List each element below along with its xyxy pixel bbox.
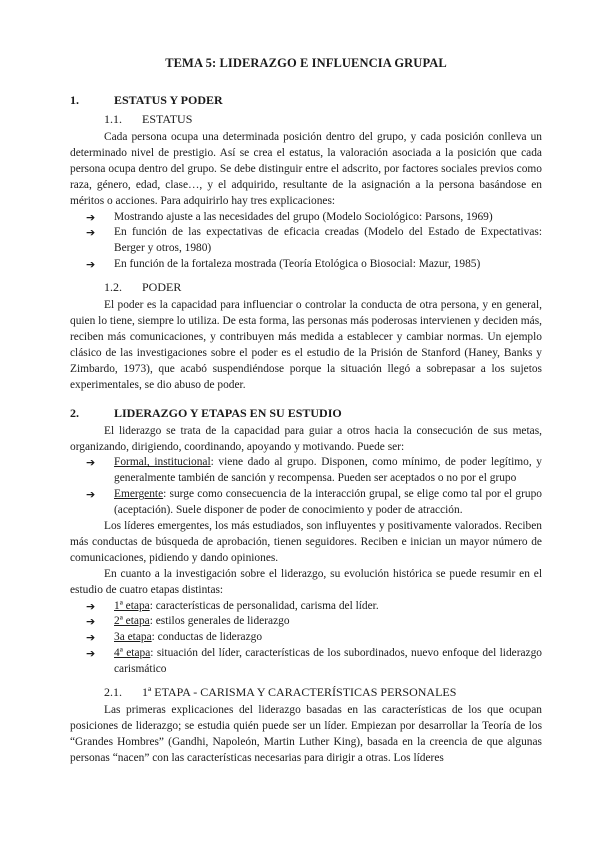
liderazgo-intro-paragraph: El liderazgo se trata de la capacidad para guiar a otros hacia la consecución de sus metas, organizando, dirigiendo, coordinando, apoyando y motivando. Puede ser: bbox=[70, 424, 542, 453]
list-item-text: En función de las expectativas de eficacia creadas (Modelo del Estado de Expectativas: Berger y otros, 1980) bbox=[114, 226, 542, 255]
document-page bbox=[70, 56, 542, 767]
subsection-1-1-heading bbox=[104, 111, 542, 127]
section-number: 1. bbox=[70, 93, 79, 107]
estatus-paragraph: Cada persona ocupa una determinada posición dentro del grupo, y cada posición conlleva un determinado nivel de prestigio. Así se crea el estatus, la valoración asociada a la posición que cada persona ocupa dentro del grupo. Se debe distinguir entre el adscrito, por factores sociales previos como raza, género, edad, clase…, y el adquirido, resultante de la asignación a la persona basándose en méritos o acciones. Para adquirirlo hay tres explicaciones: bbox=[70, 131, 542, 207]
section-number: 2. bbox=[70, 405, 79, 420]
research-paragraph: En cuanto a la investigación sobre el liderazgo, su evolución histórica se puede resumir en el estudio de cuatro etapas distintas: bbox=[70, 567, 542, 596]
subsection-1-2-heading bbox=[104, 279, 542, 295]
arrow-bullet-icon: ➔ bbox=[86, 631, 96, 645]
subsection-title: ESTATUS bbox=[142, 112, 193, 126]
list-item bbox=[70, 646, 542, 678]
term: Formal, institucional bbox=[114, 456, 211, 469]
subsection-title: 1ª ETAPA - CARISMA Y CARACTERÍSTICAS PERSONALES bbox=[142, 685, 457, 700]
term: 4ª etapa bbox=[114, 647, 151, 660]
list-item-text: : conductas de liderazgo bbox=[151, 631, 263, 644]
term: Emergente bbox=[114, 488, 164, 501]
list-item-text: Mostrando ajuste a las necesidades del grupo (Modelo Sociológico: Parsons, 1969) bbox=[114, 210, 493, 223]
term: 2ª etapa bbox=[114, 615, 150, 628]
list-item-text: En función de la fortaleza mostrada (Teoría Etológica o Biosocial: Mazur, 1985) bbox=[114, 258, 481, 271]
list-item bbox=[70, 225, 542, 257]
arrow-bullet-icon: ➔ bbox=[86, 488, 96, 502]
subsection-number: 1.1. bbox=[104, 112, 122, 126]
term: 3a etapa bbox=[114, 631, 152, 644]
arrow-bullet-icon: ➔ bbox=[86, 258, 96, 272]
emergent-leaders-paragraph: Los líderes emergentes, los más estudiados, son influyentes y positivamente valorados. Reciben más conductas de búsqueda de aprobación, tienen seguidores. Reciben e inician un mayor número de comunicaciones, pidiendo y dando opiniones. bbox=[70, 520, 542, 564]
list-item bbox=[70, 630, 542, 646]
arrow-bullet-icon: ➔ bbox=[86, 456, 96, 470]
arrow-bullet-icon: ➔ bbox=[86, 226, 96, 240]
list-item bbox=[70, 487, 542, 519]
section-title: LIDERAZGO Y ETAPAS EN SU ESTUDIO bbox=[114, 405, 342, 420]
list-item bbox=[70, 614, 542, 630]
subsection-number: 1.2. bbox=[104, 280, 122, 295]
arrow-bullet-icon: ➔ bbox=[86, 615, 96, 629]
term: 1ª etapa bbox=[114, 599, 150, 612]
subsection-number: 2.1. bbox=[104, 685, 122, 700]
list-item-text: : viene dado al grupo. Disponen, como mínimo, de poder legítimo, y generalmente también de sanción y recompensa. Pueden ser aceptados o no por el grupo bbox=[114, 456, 542, 485]
research-stages-list bbox=[70, 599, 542, 679]
document-title: TEMA 5: LIDERAZGO E INFLUENCIA GRUPAL bbox=[165, 56, 447, 70]
section-title: ESTATUS Y PODER bbox=[114, 93, 223, 107]
leadership-types-list bbox=[70, 455, 542, 519]
poder-paragraph: El poder es la capacidad para influenciar o controlar la conducta de otra persona, y en general, quien lo tiene, siempre lo utiliza. De esta forma, las personas más poderosas intervienen y deciden más, reciben más comunicaciones, y contribuyen más medida a establecer y cambiar normas. Un ejemplo clásico de las investigaciones sobre el poder es el estudio de la Prisión de Stanford (Haney, Banks y Zimbardo, 1973), que acabó suspendiéndose porque la situación llegó a sobrepasar a los sujetos experimentales, se dio abuso de poder. bbox=[70, 299, 542, 391]
arrow-bullet-icon: ➔ bbox=[86, 599, 96, 613]
carisma-paragraph: Las primeras explicaciones del liderazgo basadas en las características de los que ocupan posiciones de liderazgo; se estudia quién puede ser un líder. Empiezan por desarrollar la Teoría de los “Grandes Hombres” (Gandhi, Napoleón, Martin Luther King), basada en la creencia de que algunas personas “nacen” con las características necesarias para dirigir a otras. Los líderes bbox=[70, 704, 542, 764]
subsection-2-1-heading bbox=[104, 684, 542, 700]
estatus-explanations-list bbox=[70, 210, 542, 274]
list-item-text: : surge como consecuencia de la interacción grupal, se elige como tal por el grupo (aceptación). Suele disponer de poder de conocimiento y poder de atracción. bbox=[114, 488, 542, 517]
list-item-text: : situación del líder, características de los subordinados, nuevo enfoque del liderazgo carismático bbox=[114, 647, 542, 676]
arrow-bullet-icon: ➔ bbox=[86, 647, 96, 661]
list-item bbox=[70, 599, 542, 615]
arrow-bullet-icon: ➔ bbox=[86, 210, 96, 224]
section-1-heading bbox=[70, 92, 542, 108]
section-2-heading bbox=[70, 405, 542, 421]
list-item bbox=[70, 455, 542, 487]
list-item bbox=[70, 257, 542, 273]
list-item-text: : estilos generales de liderazgo bbox=[149, 615, 290, 628]
list-item bbox=[70, 210, 542, 226]
list-item-text: : características de personalidad, carisma del líder. bbox=[149, 599, 379, 612]
subsection-title: PODER bbox=[142, 280, 182, 295]
